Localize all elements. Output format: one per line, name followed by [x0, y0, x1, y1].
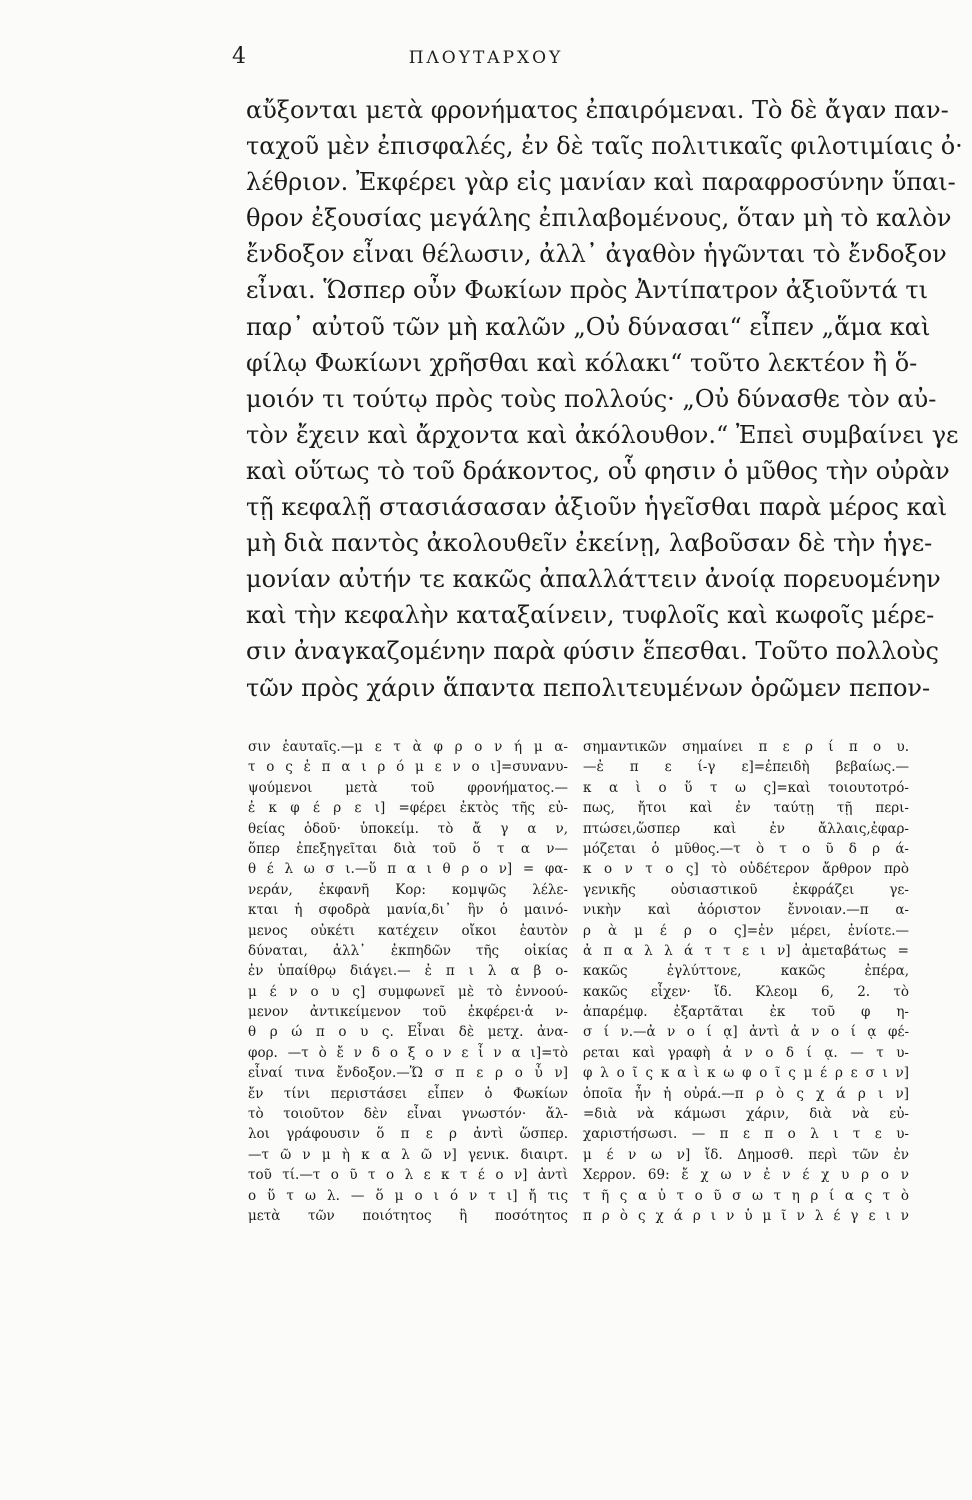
note-line: δύναται, ἀλλ᾽ ἐκπηδῶν τῆς οἰκίας [248, 942, 568, 959]
main-text-line: τὸν ἔχειν καὶ ἄρχοντα καὶ ἀκόλουθον.“ Ἐπεὶ συμβαίνει γε [246, 420, 959, 449]
note-line: ἔν τίνι περιστάσει εἶπεν ὁ Φωκίων [248, 1085, 568, 1102]
note-line: σιν ἑαυταῖς.—μ ε τ ὰ φ ρ ο ν ή μ α- [248, 739, 568, 755]
note-line: χαριστήσωσι. — π ε π ο λ ι τ ε υ- [583, 1126, 909, 1143]
main-text-line: ταχοῦ μὲν ἐπισφαλές, ἐν δὲ ταῖς πολιτικαῖς φιλοτιμίαις ὀ· [246, 132, 963, 161]
note-line: τὸ τοιοῦτον δὲν εἶναι γνωστόν· ἄλ- [248, 1106, 568, 1123]
main-text-line: τῇ κεφαλῇ στασιάσασαν ἀξιοῦν ἡγεῖσθαι παρὰ μέρος καὶ [246, 493, 948, 522]
note-line: πως, ἤτοι καὶ ἐν ταύτῃ τῇ περι- [583, 800, 909, 817]
note-line: κ α ὶ ο ὕ τ ω ς]=καὶ τοιουτοτρό- [583, 779, 909, 796]
note-line: ἀ π α λ λ ά τ τ ε ι ν] ἀμεταβάτως = [583, 942, 909, 959]
main-text-line: ἔνδοξον εἶναι θέλωσιν, ἀλλ᾽ ἀγαθὸν ἡγῶνται τὸ ἔνδοξον [246, 240, 947, 269]
note-line: ψούμενοι μετὰ τοῦ φρονήματος.— [248, 779, 568, 796]
main-text-block [246, 92, 963, 706]
main-text-line: σιν ἀναγκαζομένην παρὰ φύσιν ἕπεσθαι. Τοῦτο πολλοὺς [246, 637, 939, 666]
main-text-line: τῶν πρὸς χάριν ἅπαντα πεπολιτευμένων ὁρῶμεν πεπον- [246, 673, 931, 702]
main-text-line: μονίαν αὐτήν τε κακῶς ἀπαλλάττειν ἀνοίᾳ πορευομένην [246, 565, 941, 594]
main-text-line: καὶ οὕτως τὸ τοῦ δράκοντος, οὗ φησιν ὁ μῦθος τὴν οὐρὰν [246, 456, 950, 485]
note-line: μενος οὐκέτι κατέχειν οἴκοι ἑαυτὸν [248, 922, 568, 939]
note-line: ρεται καὶ γραφὴ ἀ ν ο δ ί ᾳ. — τ υ- [583, 1044, 909, 1061]
note-line: ὅπερ ἐπεξηγεῖται διὰ τοῦ ὅ τ α ν— [248, 840, 568, 857]
note-line: τ ο ς ἐ π α ι ρ ό μ ε ν ο ι]=συνανυ- [248, 759, 568, 776]
main-text-line: φίλῳ Φωκίωνι χρῆσθαι καὶ κόλακι“ τοῦτο λεκτέον ἢ ὅ- [246, 348, 918, 377]
note-line: τοῦ τί.—τ ο ῦ τ ο λ ε κ τ έ ο ν] ἀντὶ [248, 1167, 568, 1184]
note-line: γενικῆς οὐσιαστικοῦ ἐκφράζει γε- [583, 881, 909, 898]
note-line: μενον ἀντικείμενον τοῦ ἐκφέρει·ἀ ν- [248, 1004, 568, 1021]
note-line: κακῶς ἐγλύττονε, κακῶς ἐπέρα, [583, 963, 909, 980]
note-line: ἐν ὑπαίθρῳ διάγει.— ἐ π ι λ α β ο- [248, 963, 568, 980]
note-line: ο ὕ τ ω λ. — ὅ μ ο ι ό ν τ ι] ἤ τις [248, 1187, 568, 1204]
note-line: μ έ ν ο υ ς] συμφωνεῖ μὲ τὸ ἐννοού- [248, 983, 568, 1000]
note-line: εἶναί τινα ἔνδοξον.—Ὥ σ π ε ρ ο ὖ ν] [248, 1065, 568, 1082]
main-text-line: εἶναι. Ὥσπερ οὖν Φωκίων πρὸς Ἀντίπατρον ἀξιοῦντά τι [246, 276, 929, 305]
note-line: κται ἡ σφοδρὰ μανία,δι᾽ ἣν ὁ μαινό- [248, 902, 568, 919]
main-text-line: λέθριον. Ἐκφέρει γὰρ εἰς μανίαν καὶ παραφροσύνην ὕπαι- [246, 168, 956, 197]
note-line: κ ο ν τ ο ς] τὸ οὐδέτερον ἄρθρον πρὸ [583, 861, 909, 878]
note-line: μ έ ν ω ν] ἴδ. Δημοσθ. περὶ τῶν ἐν [583, 1146, 909, 1163]
note-line: σημαντικῶν σημαίνει π ε ρ ί π ο υ. [583, 739, 909, 755]
note-line: πτώσει,ὥσπερ καὶ ἐν ἄλλαις,ἐφαρ- [583, 820, 909, 837]
note-line: ἀπαρέμφ. ἐξαρτᾶται ἐκ τοῦ φ η- [583, 1004, 909, 1021]
note-line: τ ῆ ς α ὐ τ ο ῦ σ ω τ η ρ ί α ς τ ὸ [583, 1187, 909, 1204]
notes-left-column [248, 737, 568, 1226]
note-line: μόζεται ὁ μῦθος.—τ ὸ τ ο ῦ δ ρ ά- [583, 840, 909, 857]
note-line: ἐ κ φ έ ρ ε ι] =φέρει ἐκτὸς τῆς εὐ- [248, 800, 568, 817]
note-line: θ έ λ ω σ ι.—ὕ π α ι θ ρ ο ν] = φα- [248, 861, 568, 878]
main-text-line: παρ᾽ αὐτοῦ τῶν μὴ καλῶν „Οὐ δύνασαι“ εἶπεν „ἅμα καὶ [246, 312, 931, 341]
main-text-line: μὴ διὰ παντὸς ἀκολουθεῖν ἐκείνῃ, λαβοῦσαν δὲ τὴν ἡγε- [246, 529, 933, 558]
running-title: ΠΛΟΥΤΑΡΧΟΥ [408, 48, 564, 68]
main-text-line: μοιόν τι τούτῳ πρὸς τοὺς πολλούς· „Οὐ δύνασθε τὸν αὐ- [246, 384, 937, 413]
note-line: κακῶς εἶχεν· ἴδ. Κλεομ 6, 2. τὸ [583, 983, 909, 1000]
note-line: ρ ὰ μ έ ρ ο ς]=ἐν μέρει, ἐνίοτε.— [583, 922, 909, 939]
note-line: π ρ ὸ ς χ ά ρ ι ν ὑ μ ῖ ν λ έ γ ε ι ν [583, 1207, 909, 1224]
note-line: νεράν, ἐκφανῆ Κορ: κομψῶς λέλε- [248, 881, 568, 898]
note-line: νικὴν καὶ ἀόριστον ἔννοιαν.—π α- [583, 902, 909, 919]
main-text-line: καὶ τὴν κεφαλὴν καταξαίνειν, τυφλοῖς καὶ κωφοῖς μέρε- [246, 601, 935, 630]
note-line: Χερρον. 69: ἔ χ ω ν ἐ ν έ χ υ ρ ο ν [583, 1167, 909, 1184]
note-line: μετὰ τῶν ποιότητος ἢ ποσότητος [248, 1207, 568, 1224]
note-line: θείας ὁδοῦ· ὑποκείμ. τὸ ἄ γ α ν, [248, 820, 568, 837]
main-text-line: αὔξονται μετὰ φρονήματος ἐπαιρόμεναι. Τὸ δὲ ἄγαν παν- [246, 96, 949, 124]
note-line: θ ρ ώ π ο υ ς. Εἶναι δὲ μετχ. ἀνα- [248, 1024, 568, 1041]
note-line: φ λ ο ῖ ς κ α ὶ κ ω φ ο ῖ ς μ έ ρ ε σ ι ν] [583, 1065, 909, 1082]
note-line: —ἐ π ε ί-γ ε]=ἐπειδὴ βεβαίως.— [583, 759, 909, 776]
main-text-line: θρον ἐξουσίας μεγάλης ἐπιλαβομένους, ὅταν μὴ τὸ καλὸν [246, 204, 952, 233]
note-line: φορ. —τ ὸ ἔ ν δ ο ξ ο ν ε ἶ ν α ι]=τὸ [248, 1044, 568, 1061]
notes-right-column [583, 737, 909, 1226]
note-line: λοι γράφουσιν ὅ π ε ρ ἀντὶ ὥσπερ. [248, 1126, 568, 1143]
note-line: =διὰ νὰ κάμωσι χάριν, διὰ νὰ εὐ- [583, 1106, 909, 1123]
note-line: σ ί ν.—ἀ ν ο ί ᾳ] ἀντὶ ἀ ν ο ί ᾳ φέ- [583, 1024, 909, 1041]
page-number: 4 [232, 44, 246, 69]
note-line: ὁποῖα ἦν ἡ οὐρά.—π ρ ὸ ς χ ά ρ ι ν] [583, 1085, 909, 1102]
note-line: —τ ῶ ν μ ὴ κ α λ ῶ ν] γενικ. διαιρτ. [248, 1146, 568, 1163]
